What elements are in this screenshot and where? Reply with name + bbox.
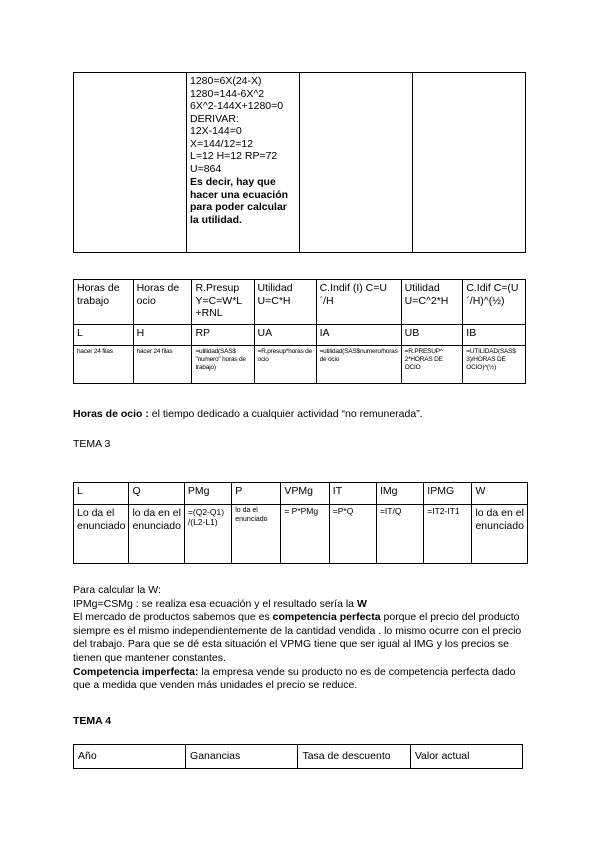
value-cell: lo da en el enunciado [472, 505, 528, 564]
perfect-competition-paragraph [73, 611, 533, 665]
equation-line: X=144/12=12 [190, 137, 254, 150]
tema3-heading: TEMA 3 [73, 438, 111, 450]
equation-line: 1280=144-6X^2 [190, 87, 265, 100]
ocio-text: el tiempo dedicado a cualquier actividad “no remunerada”. [148, 408, 423, 420]
paragraph-bold: competencia perfecta [272, 611, 381, 624]
note-cell: =utilidad(SAS$ "numero" horas de trabajo) [192, 346, 254, 384]
paragraph-text: El mercado de productos sabemos que es [73, 611, 273, 624]
equation-conclusion: Es decir, hay que hacer una ecuación para poder calcular la utilidad. [190, 176, 289, 226]
value-cell: Lo da el enunciado [74, 505, 129, 564]
equation-line: 12X-144=0 [190, 125, 242, 137]
header-cell: Horas de trabajo [74, 280, 134, 325]
table-header-row [74, 483, 528, 505]
equation-line: 6X^2-144X+1280=0 [190, 100, 284, 112]
header-cell: R.Presup Y=C=W*L +RNL [192, 280, 254, 325]
utility-table [73, 279, 526, 384]
table-row [74, 346, 526, 384]
header-cell: Tasa de descuento [298, 745, 410, 769]
calc-equation-text: IPMg=CSMg : se realiza esa ecuación y el resultado sería la [73, 597, 357, 610]
equation-table [73, 72, 526, 253]
header-cell: PMg [184, 483, 231, 505]
header-cell: IMg [376, 483, 423, 505]
header-cell: Ganancias [186, 745, 298, 769]
symbol-cell: H [133, 325, 192, 346]
note-cell: hacer 24 filas [74, 346, 134, 384]
symbol-cell: IA [316, 325, 401, 346]
imperfect-competition-paragraph [73, 666, 533, 693]
header-cell: W [472, 483, 528, 505]
header-cell: IT [329, 483, 376, 505]
equation-line: DERIVAR: [190, 112, 239, 125]
header-cell: Q [129, 483, 184, 505]
symbol-cell: RP [192, 325, 254, 346]
value-cell: =P*Q [329, 505, 376, 564]
value-cell: =IT2-IT1 [424, 505, 472, 564]
value-cell: lo da el enunciado [232, 505, 281, 564]
symbol-cell: IB [463, 325, 526, 346]
table-row [74, 505, 528, 564]
equation-line: U=864 [190, 162, 222, 175]
paragraph-bold: Competencia imperfecta: [73, 665, 199, 678]
paragraph-text: porque el precio del producto siempre es el mismo independientemente de la cantidad vendida . lo mismo ocurre con el precio del trabajo. Para que se dé esta situación el VPMG tiene que ser igual al IMG y los precios se tienen que mantener constantes. [73, 611, 522, 664]
header-cell: Año [74, 745, 186, 769]
header-cell: C.Idif C=(U ´/H)^(½) [463, 280, 526, 325]
note-cell: =R.PRESUP^ 2*HORAS DE OCIO [401, 346, 463, 384]
header-cell: IPMG [424, 483, 472, 505]
note-cell: =utilidad(SAS$numero/horas de ocio [316, 346, 401, 384]
note-cell: =R.presup*horas de ocio [254, 346, 316, 384]
tema4-heading: TEMA 4 [73, 715, 112, 727]
header-cell: VPMg [281, 483, 329, 505]
calc-line [73, 598, 533, 612]
symbol-cell: UA [254, 325, 316, 346]
ocio-definition [73, 408, 533, 422]
header-cell: Horas de ocio [133, 280, 192, 325]
w-calculation-text [73, 584, 533, 693]
labor-market-table [73, 482, 528, 564]
table-cell-empty [74, 73, 187, 253]
equation-cell [187, 73, 300, 253]
header-cell: Utilidad U=C^2*H [401, 280, 463, 325]
equation-line: L=12 H=12 RP=72 [190, 150, 278, 162]
value-cell: =IT/Q [376, 505, 423, 564]
symbol-cell: L [74, 325, 134, 346]
table-cell-empty [300, 73, 413, 253]
note-cell: hacer 24 filas [133, 346, 192, 384]
present-value-table [73, 744, 523, 769]
header-cell: L [74, 483, 129, 505]
header-cell: Valor actual [410, 745, 522, 769]
header-cell: P [232, 483, 281, 505]
calc-line: Para calcular la W: [73, 584, 161, 596]
table-row [74, 325, 526, 346]
symbol-cell: UB [401, 325, 463, 346]
table-cell-empty [413, 73, 526, 253]
value-cell: = P*PMg [281, 505, 329, 564]
note-cell: =UTILIDAD(SAS$ 3)/HORAS DE OCIO)^(½) [463, 346, 526, 384]
header-cell: C.Indif (I) C=U ´/H [316, 280, 401, 325]
table-header-row [74, 745, 523, 769]
value-cell: lo da en el enunciado [129, 505, 184, 564]
calc-result: W [356, 597, 367, 610]
header-cell: Utilidad U=C*H [254, 280, 316, 325]
value-cell: =(Q2-Q1) /(L2-L1) [184, 505, 231, 564]
paragraph-text: la empresa vende su producto no es de competencia perfecta dado que a medida que venden más unidades el precio se reduce. [73, 665, 516, 692]
ocio-label: Horas de ocio : [73, 408, 149, 420]
table-header-row [74, 280, 526, 325]
equation-line: 1280=6X(24-X) [190, 75, 262, 87]
table-row [74, 73, 526, 253]
